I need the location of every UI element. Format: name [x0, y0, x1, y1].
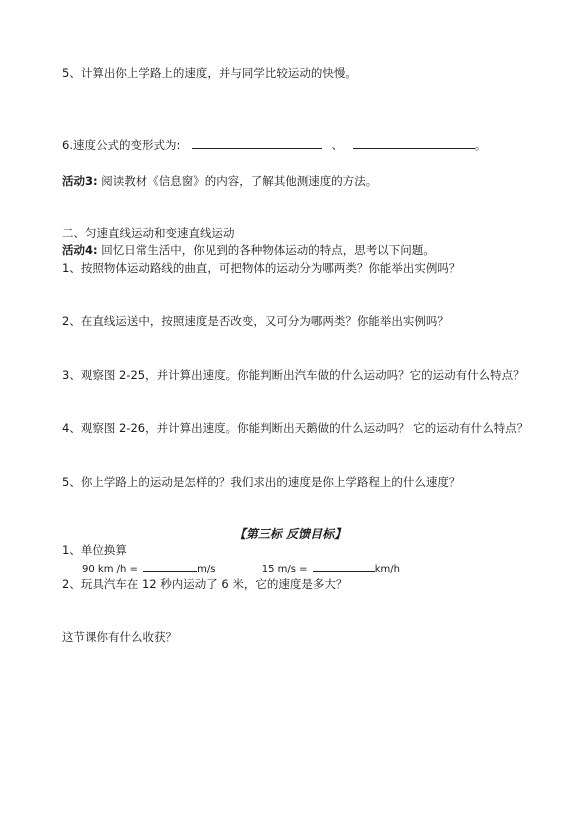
- question-2-toy-car: 2、玩具汽车在 12 秒内运动了 6 米，它的速度是多大？: [62, 577, 348, 591]
- activity-4: [62, 243, 435, 257]
- activity-3-label: 活动3:: [62, 174, 98, 188]
- unit-conversion-items: [82, 560, 400, 577]
- question-6-prefix: 6.速度公式的变形式为:: [62, 138, 181, 152]
- question-3-figure-2-25: 3、观察图 2-25，并计算出速度。你能判断出汽车做的什么运动吗？它的运动有什么特点？: [62, 368, 525, 382]
- conversion-2-unit: km/h: [374, 564, 400, 575]
- question-6-suffix: 。: [474, 138, 487, 152]
- formula-blank-2[interactable]: [353, 137, 475, 149]
- question-5-school-route: 5、你上学路上的运动是怎样的？我们求出的速度是你上学路程上的什么速度？: [62, 475, 461, 489]
- conversion-2-left: 15 m/s =: [261, 564, 308, 575]
- question-6-separator: 、: [331, 138, 344, 152]
- activity-3-text: 阅读教材《信息窗》的内容，了解其他测速度的方法。: [101, 174, 378, 188]
- feedback-heading: 【第三标 反馈目标】: [233, 527, 347, 541]
- conversion-1-unit: m/s: [197, 564, 216, 575]
- conversion-1-left: 90 km /h =: [82, 564, 138, 575]
- question-6-formula-variants: [62, 137, 486, 152]
- activity-4-text: 回忆日常生活中，你见到的各种物体运动的特点，思考以下问题。: [101, 243, 435, 257]
- question-5-compute-speed: 5、计算出你上学路上的速度，并与同学比较运动的快慢。: [62, 66, 357, 80]
- conversion-1-blank[interactable]: [143, 560, 197, 572]
- formula-blank-1[interactable]: [192, 137, 322, 149]
- activity-3: [62, 174, 377, 188]
- reflection-question: 这节课你有什么收获？: [62, 630, 177, 644]
- question-1-motion-types: 1、按照物体运动路线的曲直，可把物体的运动分为哪两类？你能举出实例吗？: [62, 261, 461, 275]
- section-2-title: 二、匀速直线运动和变速直线运动: [62, 226, 235, 240]
- question-2-straight-line-types: 2、在直线运送中，按照速度是否改变，又可分为哪两类？你能举出实例吗？: [62, 314, 449, 328]
- activity-4-label: 活动4:: [62, 243, 98, 257]
- question-4-figure-2-26: 4、观察图 2-26，并计算出速度。你能判断出天鹅做的什么运动吗？ 它的运动有什么特点？: [62, 421, 529, 435]
- conversion-2-blank[interactable]: [313, 560, 375, 572]
- unit-conversion-title: 1、单位换算: [62, 543, 127, 557]
